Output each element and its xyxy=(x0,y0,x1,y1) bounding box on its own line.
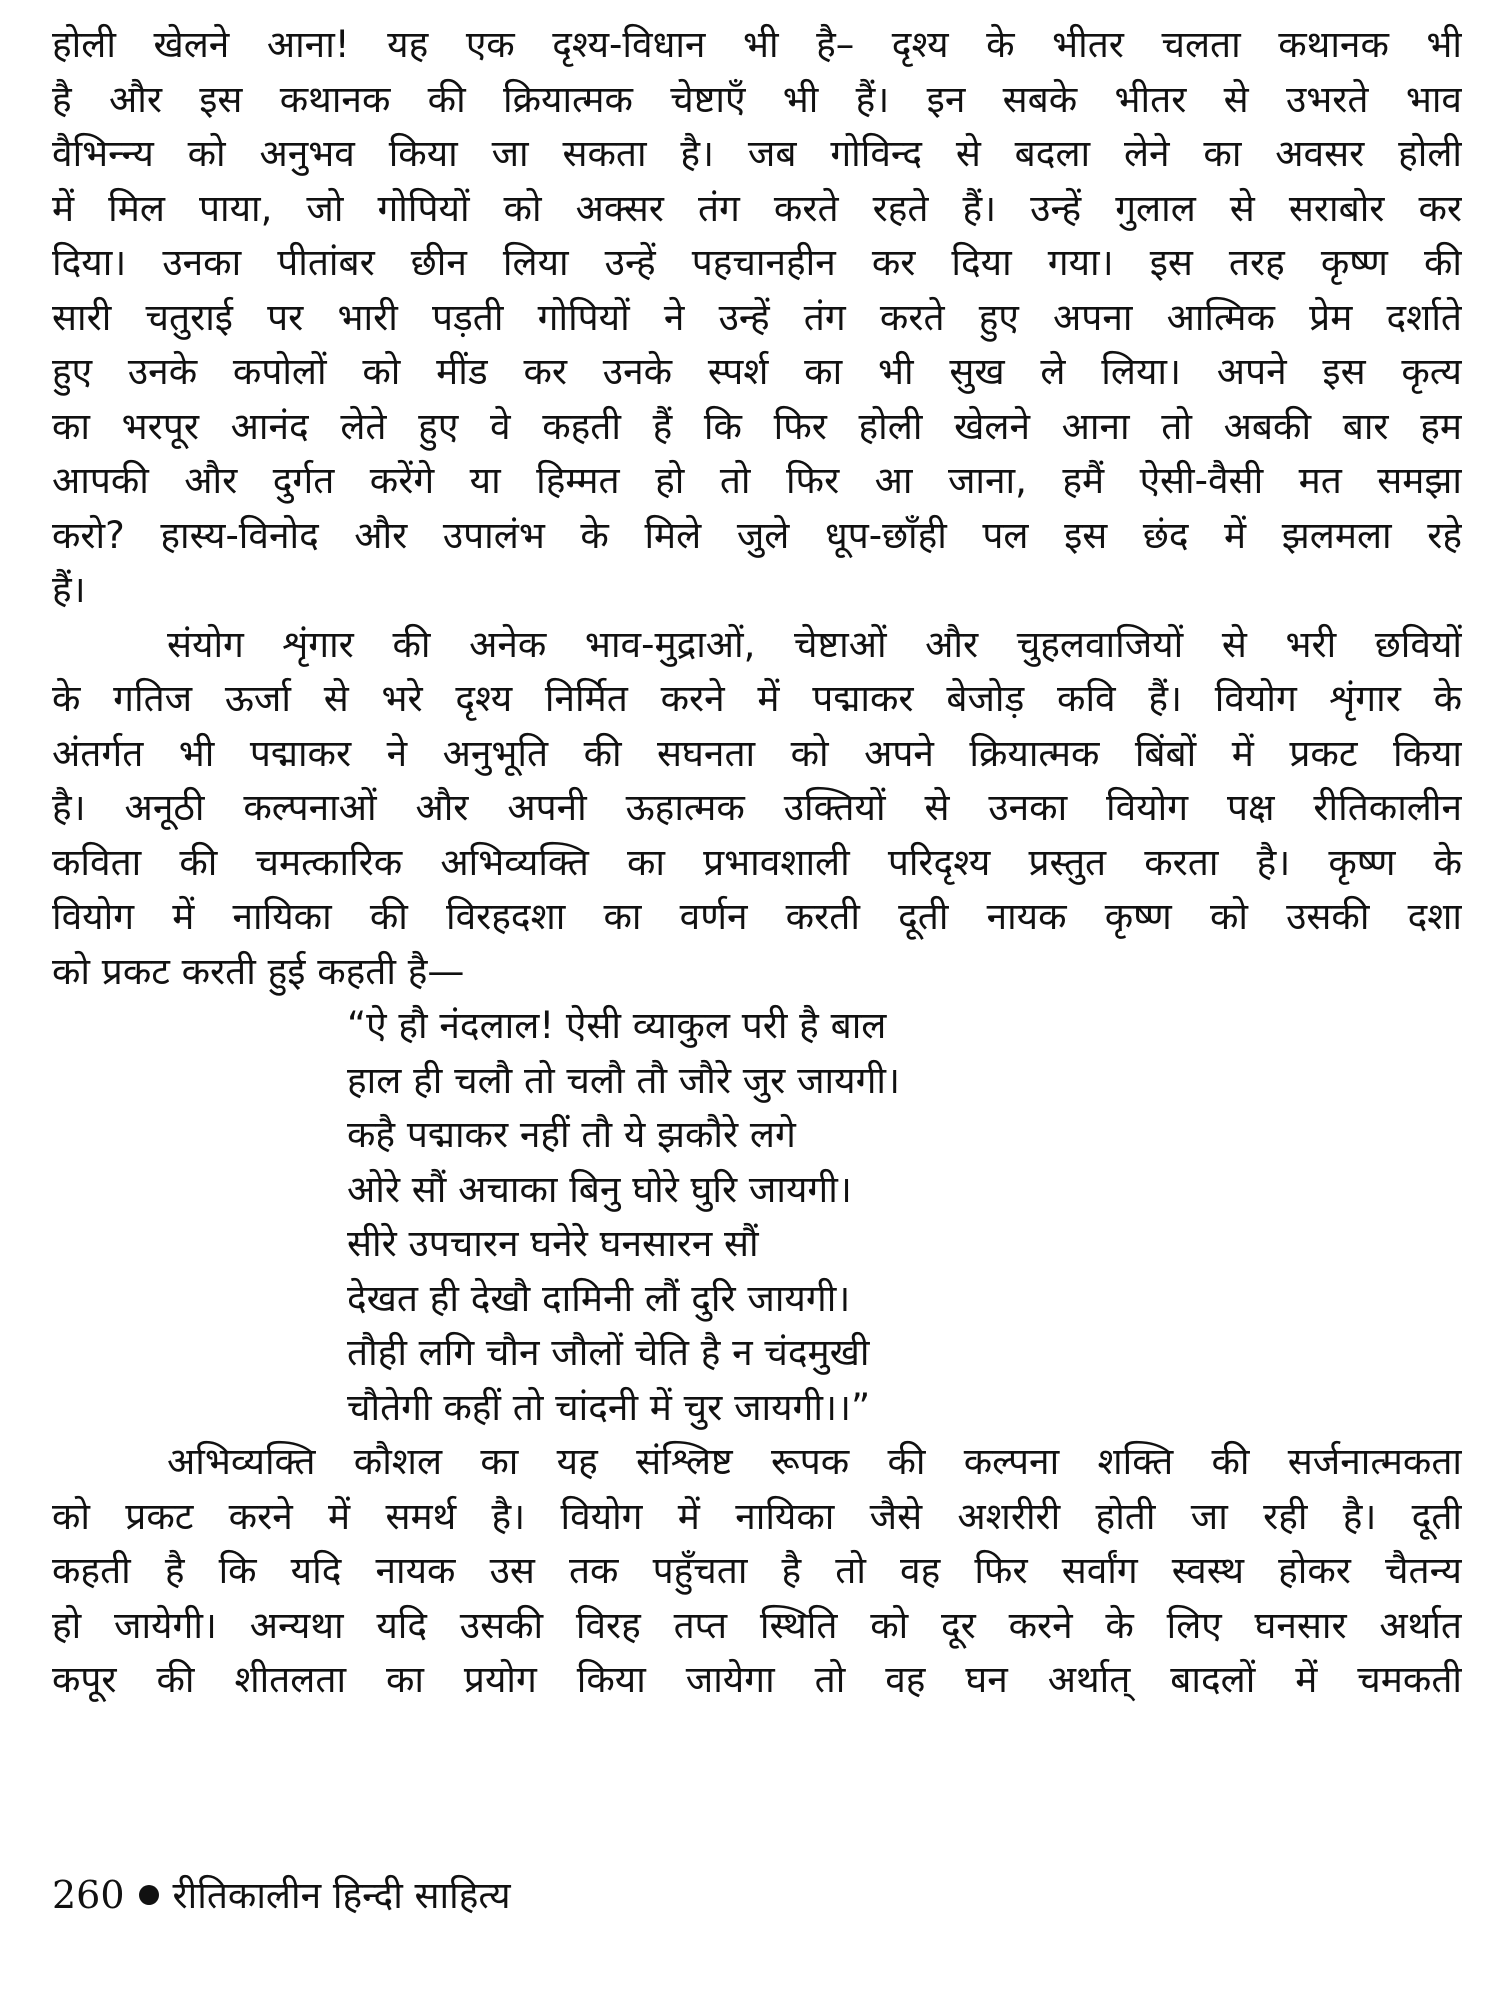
text-line: कविता की चमत्कारिक अभिव्यक्ति का प्रभावशाली परिदृश्य प्रस्तुत करता है। कृष्ण के xyxy=(52,840,1462,884)
text-line: आपकी और दुर्गत करेंगे या हिम्मत हो तो फिर आ जाना, हमैं ऐसी-वैसी मत समझा xyxy=(52,459,1462,502)
text-line: है और इस कथानक की क्रियात्मक चेष्टाएँ भी हैं। इन सबके भीतर से उभरते भाव xyxy=(52,77,1462,121)
text-line: हुए उनके कपोलों को मींड कर उनके स्पर्श का भी सुख ले लिया। अपने इस कृत्य xyxy=(52,350,1462,393)
paragraph-1 xyxy=(52,18,1462,618)
text-line: कपूर की शीतलता का प्रयोग किया जायेगा तो वह घन अर्थात् बादलों में चमकती xyxy=(52,1658,1462,1701)
paragraph-3 xyxy=(52,1435,1462,1708)
text-line: होली खेलने आना! यह एक दृश्य-विधान भी है– दृश्य के भीतर चलता कथानक भी xyxy=(52,23,1462,66)
text-line: को प्रकट करने में समर्थ है। वियोग में नायिका जैसे अशरीरी होती जा रही है। दूती xyxy=(52,1494,1462,1538)
text-line: वियोग में नायिका की विरहदशा का वर्णन करती दूती नायक कृष्ण को उसकी दशा xyxy=(52,895,1462,938)
text-line: है। अनूठी कल्पनाओं और अपनी ऊहात्मक उक्तियों से उनका वियोग पक्ष रीतिकालीन xyxy=(52,786,1462,829)
text-line: अंतर्गत भी पद्माकर ने अनुभूति की सघनता को अपने क्रियात्मक बिंबों में प्रकट किया xyxy=(52,731,1462,775)
verse-line: कहै पद्माकर नहीं तौ ये झकौरे लगे xyxy=(347,1113,796,1156)
text-line: अभिव्यक्ति कौशल का यह संश्लिष्ट रूपक की कल्पना शक्ति की सर्जनात्मकता xyxy=(167,1440,1462,1483)
page-footer xyxy=(52,1870,511,1921)
text-line: सारी चतुराई पर भारी पड़ती गोपियों ने उन्हें तंग करते हुए अपना आत्मिक प्रेम दर्शाते xyxy=(52,295,1462,339)
text-line: कहती है कि यदि नायक उस तक पहुँचता है तो वह फिर सर्वांग स्वस्थ होकर चैतन्य xyxy=(52,1549,1462,1592)
text-line: करो? हास्य-विनोद और उपालंभ के मिले जुले धूप-छाँही पल इस छंद में झलमला रहे xyxy=(52,513,1462,557)
text-line: के गतिज ऊर्जा से भरे दृश्य निर्मित करने में पद्माकर बेजोड़ कवि हैं। वियोग शृंगार के xyxy=(52,677,1462,720)
page-number: 260 xyxy=(52,1873,125,1917)
text-line: दिया। उनका पीतांबर छीन लिया उन्हें पहचानहीन कर दिया गया। इस तरह कृष्ण की xyxy=(52,241,1462,284)
text-line: हैं। xyxy=(52,568,86,611)
text-line: को प्रकट करती हुई कहती है— xyxy=(52,949,465,993)
verse-line: तौही लगि चौन जौलों चेति है न चंदमुखी xyxy=(347,1331,870,1374)
text-line: वैभिन्न्य को अनुभव किया जा सकता है। जब गोविन्द से बदला लेने का अवसर होली xyxy=(52,132,1462,175)
bullet-icon xyxy=(139,1885,159,1905)
running-title: रीतिकालीन हिन्दी साहित्य xyxy=(172,1874,511,1917)
verse-block xyxy=(52,999,1462,1435)
verse-line: हाल ही चलौ तो चलौ तौ जौरे जुर जायगी। xyxy=(347,1058,900,1102)
page-body xyxy=(52,18,1462,1978)
verse-line: देखत ही देखौ दामिनी लौं दुरि जायगी। xyxy=(347,1276,851,1320)
paragraph-2 xyxy=(52,618,1462,1000)
verse-line: चौतेगी कहीं तो चांदनी में चुर जायगी।।” xyxy=(347,1385,871,1429)
text-line: संयोग शृंगार की अनेक भाव-मुद्राओं, चेष्टाओं और चुहलवाजियों से भरी छवियों xyxy=(167,622,1462,666)
verse-line: “ऐ हौ नंदलाल! ऐसी व्याकुल परी है बाल xyxy=(347,1004,887,1047)
text-line: हो जायेगी। अन्यथा यदि उसकी विरह तप्त स्थिति को दूर करने के लिए घनसार अर्थात xyxy=(52,1603,1462,1647)
verse-line: सीरे उपचारन घनेरे घनसारन सौं xyxy=(347,1222,759,1265)
text-line: में मिल पाया, जो गोपियों को अक्सर तंग करते रहते हैं। उन्हें गुलाल से सराबोर कर xyxy=(52,186,1462,230)
text-line: का भरपूर आनंद लेते हुए वे कहती हैं कि फिर होली खेलने आना तो अबकी बार हम xyxy=(52,404,1462,448)
verse-line: ओरे सौं अचाका बिनु घोरे घुरि जायगी। xyxy=(347,1167,852,1211)
